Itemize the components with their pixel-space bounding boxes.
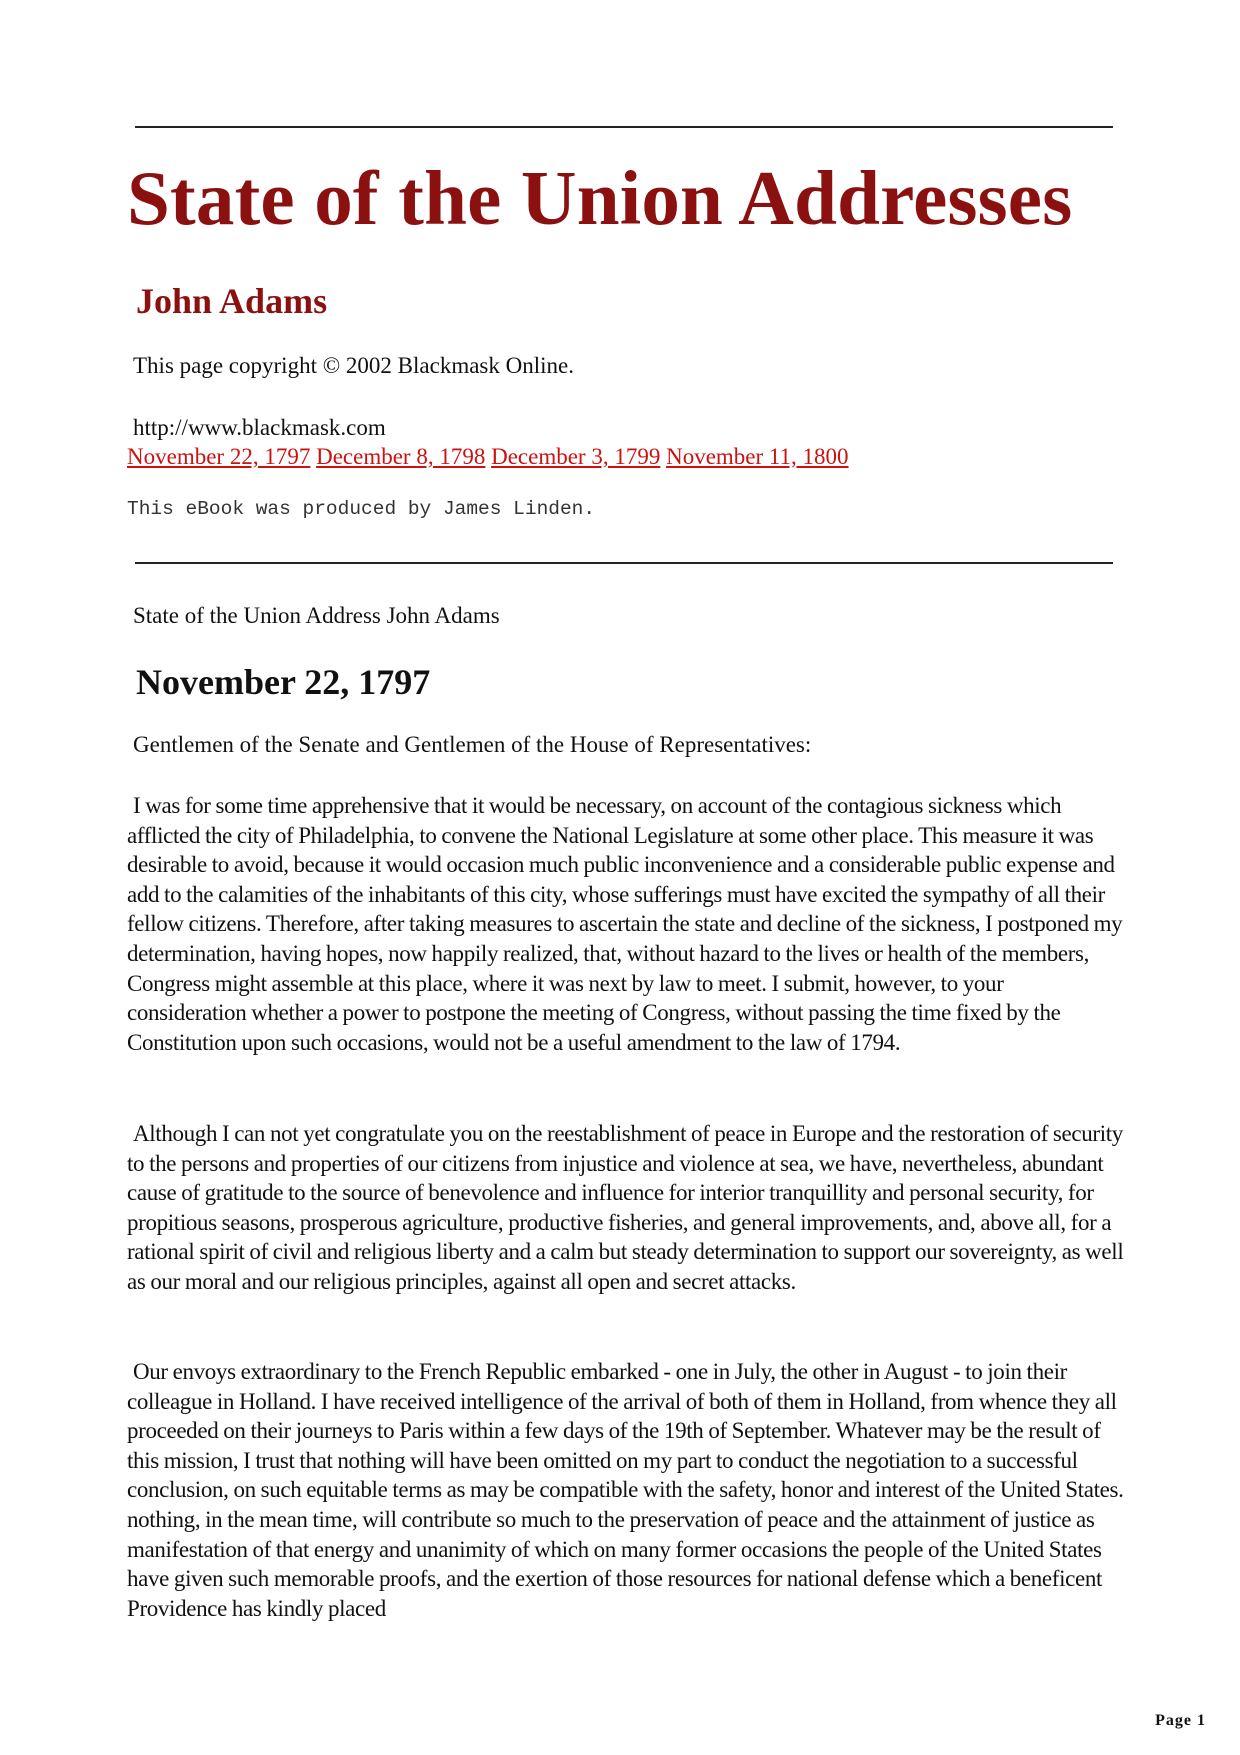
body-paragraph-3: Our envoys extraordinary to the French Republic embarked - one in July, the other in August - to join their colleague in Holland. I have received intelligence of the arrival of both of them in Holland, from whence they all proceeded on their journeys to Paris within a few days of the 19th of September. Whatever may be the result of this mission, I trust that nothing will have been omitted on my part to conduct the negotiation to a successful conclusion, on such equitable terms as may be compatible with the safety, honor and interest of the United States. nothing, in the mean time, will contribute so much to the preservation of peace and the attainment of justice as manifestation of that energy and unanimity of which on many former occasions the people of the United States have given such memorable proofs, and the exertion of those resources for national defense which a beneficent Providence has kindly placed [127, 1359, 1124, 1621]
producer-credit: This eBook was produced by James Linden. [127, 498, 596, 520]
copyright-notice: This page copyright © 2002 Blackmask Online. [133, 353, 574, 378]
document-title: State of the Union Addresses [127, 155, 1073, 241]
date-link-1798[interactable]: December 8, 1798 [316, 444, 486, 469]
page-number: Page 1 [1155, 1712, 1206, 1729]
top-horizontal-rule [135, 126, 1113, 128]
date-link-1797[interactable]: November 22, 1797 [127, 444, 311, 469]
address-date-heading: November 22, 1797 [136, 662, 431, 702]
author-name: John Adams [136, 281, 328, 321]
address-heading: State of the Union Address John Adams [133, 603, 500, 628]
address-date-links [127, 445, 849, 468]
site-url: http://www.blackmask.com [133, 415, 386, 440]
salutation: Gentlemen of the Senate and Gentlemen of the House of Representatives: [133, 732, 812, 757]
section-horizontal-rule [135, 562, 1113, 564]
body-paragraph-2: Although I can not yet congratulate you on the reestablishment of peace in Europe and the restoration of security to the persons and properties of our citizens from injustice and violence at sea, we have, nevertheless, abundant cause of gratitude to the source of benevolence and influence for interior tranquillity and personal security, for propitious seasons, prosperous agriculture, productive fisheries, and general improvements, and, above all, for a rational spirit of civil and religious liberty and a calm but steady determination to support our sovereignty, as well as our moral and our religious principles, against all open and secret attacks. [127, 1121, 1124, 1294]
date-link-1799[interactable]: December 3, 1799 [491, 444, 661, 469]
body-paragraph-1: I was for some time apprehensive that it would be necessary, on account of the contagious sickness which afflicted the city of Philadelphia, to convene the National Legislature at some other place. This measure it was desirable to avoid, because it would occasion much public inconvenience and a considerable public expense and add to the calamities of the inhabitants of this city, whose sufferings must have excited the sympathy of all their fellow citizens. Therefore, after taking measures to ascertain the state and decline of the sickness, I postponed my determination, having hopes, now happily realized, that, without hazard to the lives or health of the members, Congress might assemble at this place, where it was next by law to meet. I submit, however, to your consideration whether a power to postpone the meeting of Congress, without passing the time fixed by the Constitution upon such occasions, would not be a useful amendment to the law of 1794. [127, 793, 1123, 1055]
date-link-1800[interactable]: November 11, 1800 [666, 444, 849, 469]
